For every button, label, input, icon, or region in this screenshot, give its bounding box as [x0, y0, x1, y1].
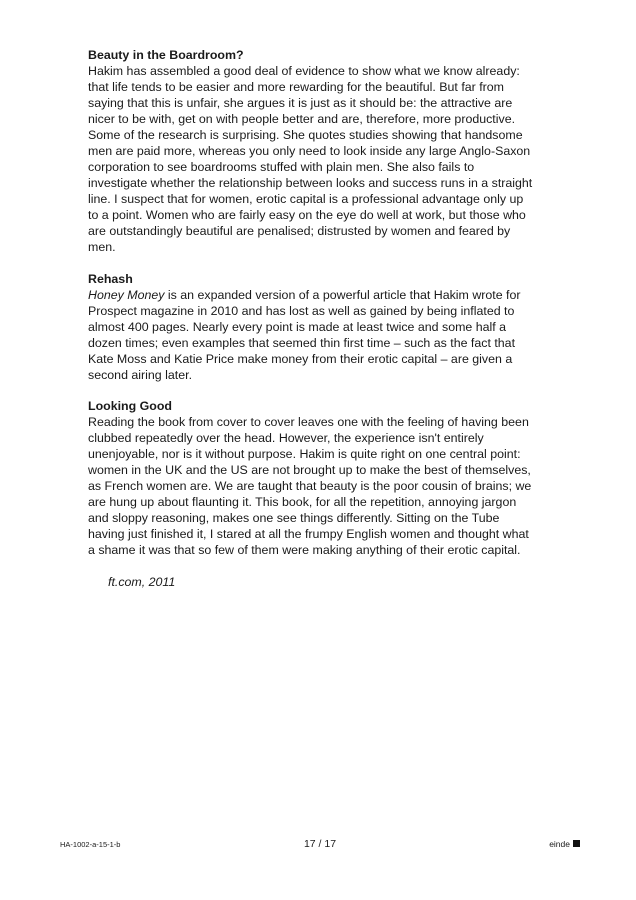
end-label: einde	[549, 839, 570, 849]
text-line: nicer to be with, get on with people better and are, therefore, more productive.	[88, 112, 516, 126]
text-line: that life tends to be easier and more rewarding for the beautiful. But far from	[88, 80, 504, 94]
text-line: corporation to see boardrooms stuffed with plain men. She also fails to	[88, 160, 475, 174]
text-line: saying that this is unfair, she argues it is just as it should be: the attractive are	[88, 96, 513, 110]
section-paragraph	[88, 63, 580, 255]
text-line: almost 400 pages. Nearly every point is made at least twice and some half a	[88, 319, 507, 334]
text-line: Hakim has assembled a good deal of evidence to show what we know already:	[88, 64, 520, 78]
section-rehash	[88, 271, 580, 383]
source-citation: ft.com, 2011	[108, 574, 176, 589]
text-line: Prospect magazine in 2010 and has lost as well as gained by being inflated to	[88, 303, 515, 318]
text-line: are outstandingly beautiful are penalised; distrusted by women and feared by	[88, 224, 511, 238]
text-line: men.	[88, 240, 116, 254]
book-title: Honey Money	[88, 287, 165, 302]
text-line: unenjoyable, nor is it without purpose. Hakim is quite right on one central point:	[88, 447, 521, 461]
end-marker	[549, 839, 580, 849]
text-line: Some of the research is surprising. She quotes studies showing that handsome	[88, 128, 523, 142]
document-code: HA-1002-a-15-1-b	[60, 840, 121, 849]
text-fragment: is an expanded version of a powerful article that Hakim wrote for	[164, 287, 521, 302]
article-body	[88, 47, 580, 590]
page-number: 17 / 17	[303, 838, 337, 850]
section-paragraph	[88, 287, 580, 383]
text-line: men are paid more, whereas you only need to look inside any large Anglo-Saxon	[88, 144, 531, 158]
text-line: second airing later.	[88, 367, 193, 382]
text-line	[88, 287, 580, 303]
section-heading: Beauty in the Boardroom?	[88, 48, 244, 62]
text-line: clubbed repeatedly over the head. However, the experience isn't entirely	[88, 431, 484, 445]
text-line: as French women are. We are taught that beauty is the poor cousin of brains; we	[88, 479, 532, 493]
text-line: and sloppy reasoning, makes one see things differently. Sitting on the Tube	[88, 511, 500, 525]
section-heading: Rehash	[88, 271, 133, 286]
section-paragraph	[88, 414, 580, 558]
section-looking-good	[88, 398, 580, 558]
page-footer	[60, 838, 580, 850]
text-line: Kate Moss and Katie Price make money from their erotic capital – are given a	[88, 351, 513, 366]
text-line: line. I suspect that for women, erotic capital is a professional advantage only up	[88, 192, 524, 206]
end-square-icon	[573, 840, 580, 847]
text-line: a shame it was that so few of them were making anything of their erotic capital.	[88, 543, 521, 557]
text-line: to a point. Women who are fairly easy on the eye do well at work, but those who	[88, 208, 526, 222]
section-heading: Looking Good	[88, 399, 172, 413]
text-line: investigate whether the relationship between looks and success runs in a straight	[88, 176, 533, 190]
text-line: having just finished it, I stared at all the frumpy English women and thought what	[88, 527, 529, 541]
text-line: are hung up about flaunting it. This book, for all the repetition, annoying jargon	[88, 495, 517, 509]
section-beauty-in-the-boardroom	[88, 47, 580, 255]
text-line: women in the UK and the US are not brought up to make the best of themselves,	[88, 463, 531, 477]
text-line: dozen times; even examples that seemed thin first time – such as the fact that	[88, 335, 516, 350]
text-line: Reading the book from cover to cover leaves one with the feeling of having been	[88, 415, 529, 429]
